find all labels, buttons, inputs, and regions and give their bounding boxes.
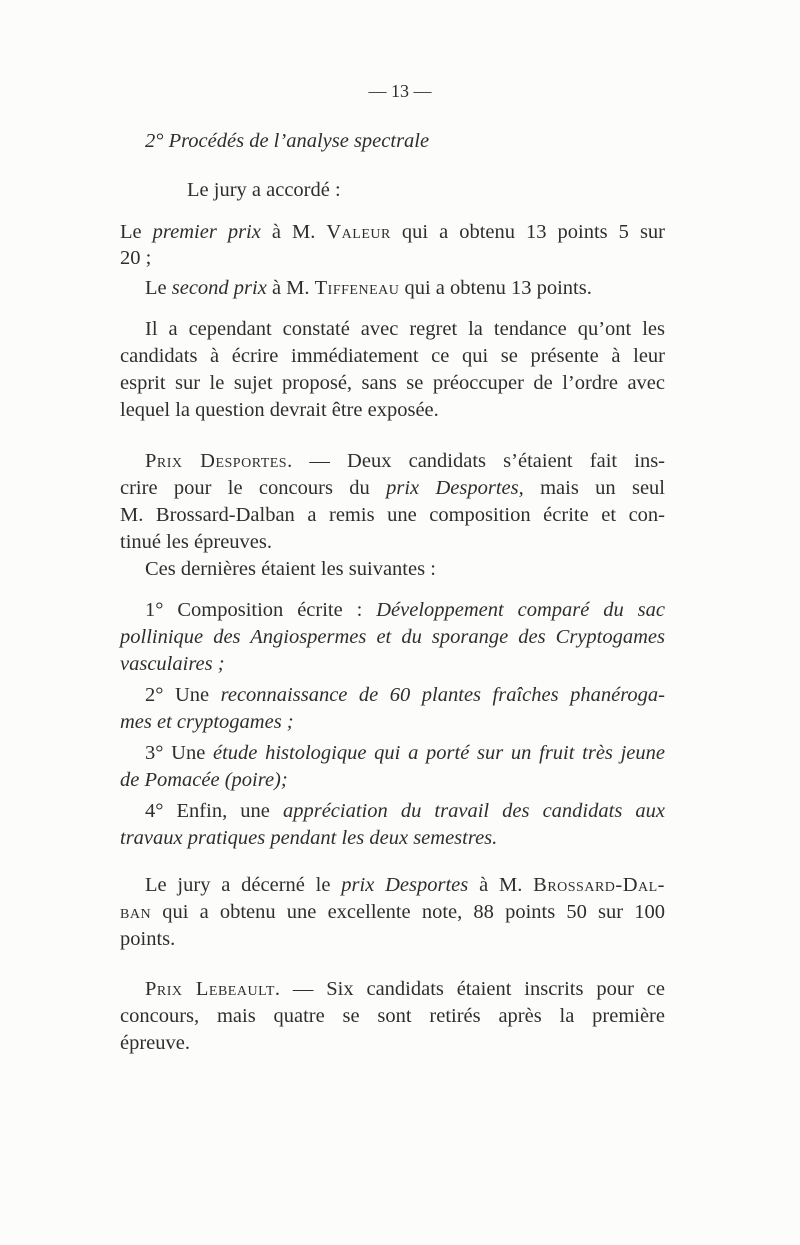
prize-name: second prix bbox=[171, 277, 267, 299]
text: 2° Une bbox=[145, 684, 221, 706]
text: à M. bbox=[468, 874, 534, 896]
list-item bbox=[145, 682, 665, 708]
list-item bbox=[145, 597, 665, 623]
list-item-cont: travaux pratiques pendant les deux semestres. bbox=[120, 827, 498, 849]
first-prize-line bbox=[120, 219, 665, 245]
lebeault-line bbox=[145, 976, 665, 1002]
text: Développement comparé du sac bbox=[376, 599, 665, 621]
text: . — Six candidats étaient inscrits pour ce bbox=[274, 978, 666, 1000]
text: qui a obtenu une excellente note, 88 points 50 sur 100 bbox=[151, 901, 665, 923]
desportes-line bbox=[145, 448, 665, 474]
text: crire pour le concours du bbox=[120, 477, 387, 499]
laureate-name: Brossard-Dal- bbox=[533, 874, 666, 896]
paragraph-line: Il a cependant constaté avec regret la tendance qu’ont les bbox=[145, 318, 665, 340]
lebeault-line: concours, mais quatre se sont retirés après la première bbox=[120, 1005, 665, 1027]
lebeault-line: épreuve. bbox=[120, 1032, 190, 1054]
award-line bbox=[145, 872, 665, 898]
desportes-line bbox=[120, 475, 665, 501]
prize-title: Prix Desportes bbox=[145, 450, 288, 472]
paragraph-line: lequel la question devrait être exposée. bbox=[120, 399, 439, 421]
list-item-cont: de Pomacée (poire); bbox=[120, 769, 288, 791]
award-line bbox=[120, 899, 665, 925]
laureate-name: Valeur bbox=[326, 221, 391, 243]
prize-title: Prix Lebeault bbox=[145, 978, 275, 1000]
list-item bbox=[145, 740, 665, 766]
list-item bbox=[145, 798, 665, 824]
desportes-line: M. Brossard-Dalban a remis une composition écrite et con- bbox=[120, 504, 665, 526]
text: à M. bbox=[260, 221, 327, 243]
laureate-name: Tiffeneau bbox=[314, 277, 400, 299]
text: qui a obtenu 13 points 5 sur bbox=[390, 221, 666, 243]
prize-name: prix Desportes, bbox=[386, 477, 524, 499]
page-number: — 13 — bbox=[368, 81, 432, 101]
desportes-line: tinué les épreuves. bbox=[120, 531, 272, 553]
text: 3° Une bbox=[145, 742, 214, 764]
text: étude histologique qui a porté sur un fruit très jeune bbox=[213, 742, 665, 764]
prize-name: premier prix bbox=[152, 221, 261, 243]
desportes-line: Ces dernières étaient les suivantes : bbox=[145, 558, 436, 580]
first-prize-cont: 20 ; bbox=[120, 247, 152, 269]
jury-line: Le jury a accordé : bbox=[187, 179, 341, 201]
second-prize-line bbox=[145, 275, 592, 301]
text: à M. bbox=[266, 277, 315, 299]
laureate-name: ban bbox=[120, 901, 152, 923]
text: 4° Enfin, une bbox=[145, 800, 283, 822]
text: 1° Composition écrite : bbox=[145, 599, 377, 621]
text: mais un seul bbox=[523, 477, 666, 499]
text: . — Deux candidats s’étaient fait ins- bbox=[287, 450, 666, 472]
paragraph-line: candidats à écrire immédiatement ce qui se présente à leur bbox=[120, 345, 665, 367]
list-item-cont: mes et cryptogames ; bbox=[120, 711, 294, 733]
list-item-cont: vasculaires ; bbox=[120, 653, 225, 675]
text: reconnaissance de 60 plantes fraîches phanéroga- bbox=[220, 684, 665, 706]
section-heading: 2° Procédés de l’analyse spectrale bbox=[145, 130, 430, 152]
text: appréciation du travail des candidats aux bbox=[282, 800, 665, 822]
text: Le bbox=[145, 277, 172, 299]
text: qui a obtenu 13 points. bbox=[399, 277, 592, 299]
text: Le bbox=[120, 221, 153, 243]
list-item-cont: pollinique des Angiospermes et du sporange des Cryptogames bbox=[120, 626, 665, 648]
paragraph-line: esprit sur le sujet proposé, sans se préoccuper de l’ordre avec bbox=[120, 372, 665, 394]
text: Le jury a décerné le bbox=[145, 874, 342, 896]
award-line: points. bbox=[120, 928, 176, 950]
prize-name: prix Desportes bbox=[341, 874, 469, 896]
